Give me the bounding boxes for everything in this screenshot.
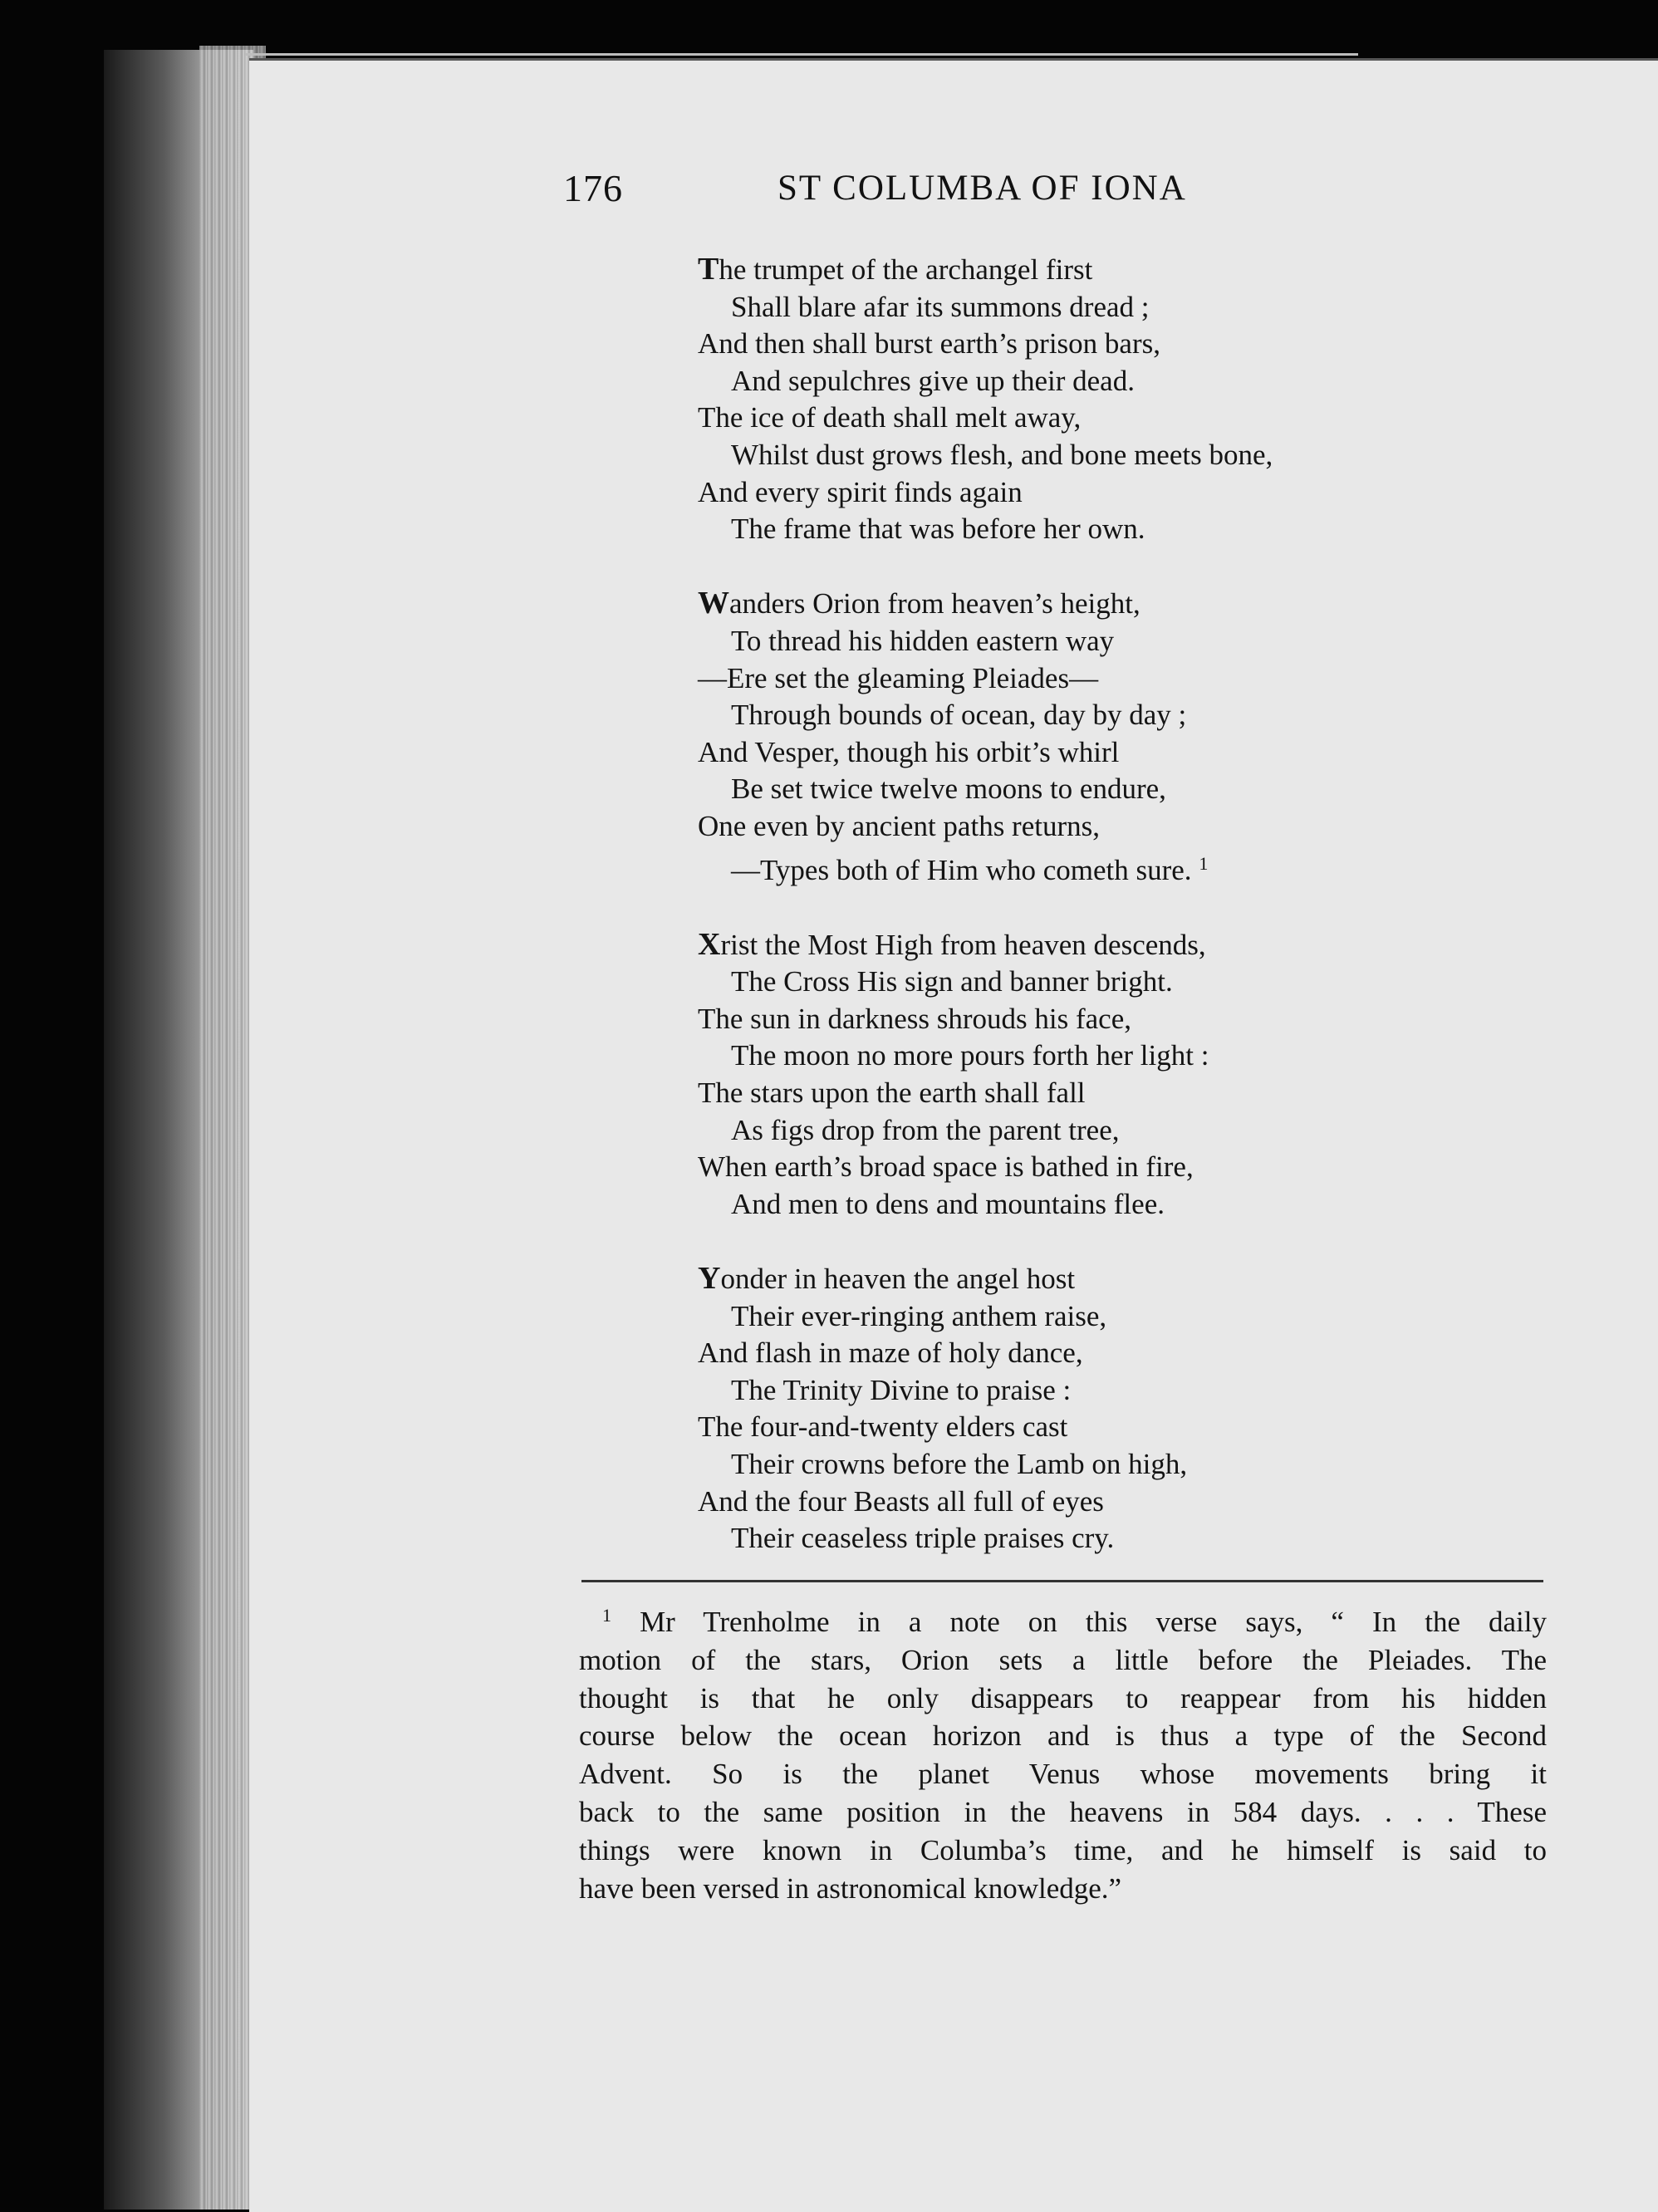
footnote-marker: 1 xyxy=(602,1605,611,1626)
footnote-line: thought is that he only disappears to reappear from his hidden xyxy=(579,1681,1547,1714)
poem-line: Their crowns before the Lamb on high, xyxy=(731,1448,1188,1480)
poem-line: Xrist the Most High from heaven descends, xyxy=(698,926,1206,962)
page-top-edge xyxy=(245,53,1358,56)
poem-line: One even by ancient paths returns, xyxy=(698,809,1101,842)
poem-line: The frame that was before her own. xyxy=(731,513,1145,546)
poem-line: Shall blare afar its summons dread ; xyxy=(731,290,1150,323)
stanza-initial: T xyxy=(698,252,719,287)
stanza-initial: Y xyxy=(698,1261,721,1297)
footnote-line: Advent. So is the planet Venus whose movements bring it xyxy=(579,1758,1547,1791)
poem-line: Yonder in heaven the angel host xyxy=(698,1261,1076,1297)
poem-line: The Trinity Divine to praise : xyxy=(731,1373,1072,1406)
footnote-line: motion of the stars, Orion sets a little before the Pleiades. The xyxy=(579,1643,1547,1676)
poem-line: And then shall burst earth’s prison bars, xyxy=(698,327,1160,360)
poem-line: Whilst dust grows flesh, and bone meets bone, xyxy=(731,438,1273,471)
poem-stanza xyxy=(698,926,1528,1224)
poem-line: The ice of death shall melt away, xyxy=(698,401,1082,434)
poem-line: And flash in maze of holy dance, xyxy=(698,1337,1083,1370)
page-number: 176 xyxy=(563,167,623,209)
poem-line: —Types both of Him who cometh sure. $^1$ xyxy=(731,852,1209,886)
book-title: ST COLUMBA OF IONA xyxy=(777,169,1187,208)
poem-line: To thread his hidden eastern way xyxy=(731,624,1115,657)
poem-stanza xyxy=(698,251,1528,548)
stanza-initial: X xyxy=(698,926,721,962)
poem-stanza xyxy=(698,1260,1528,1557)
footnote xyxy=(579,1596,1547,1907)
stanza-initial: W xyxy=(698,586,729,621)
poem-line: The moon no more pours forth her light : xyxy=(731,1039,1209,1072)
poem-line: —Ere set the gleaming Pleiades— xyxy=(698,661,1099,694)
poem-line: Be set twice twelve moons to endure, xyxy=(731,772,1166,806)
poem-line: Wanders Orion from heaven’s height, xyxy=(698,586,1140,621)
poem-line: Through bounds of ocean, day by day ; xyxy=(731,699,1187,732)
poem-line: And sepulchres give up their dead. xyxy=(731,364,1135,397)
poem-line: The sun in darkness shrouds his face, xyxy=(698,1002,1131,1035)
poem-line: As figs drop from the parent tree, xyxy=(731,1113,1120,1146)
poem xyxy=(698,251,1528,1594)
footnote-divider xyxy=(581,1580,1543,1582)
poem-stanza xyxy=(698,585,1528,889)
poem-line: Their ceaseless triple praises cry. xyxy=(731,1522,1115,1555)
footnote-line: $^1$ Mr Trenholme in a note on this verse says, “ In the daily xyxy=(602,1605,1548,1638)
poem-line: The stars upon the earth shall fall xyxy=(698,1077,1086,1110)
poem-line: The trumpet of the archangel first xyxy=(698,252,1093,287)
poem-line: The four-and-twenty elders cast xyxy=(698,1410,1068,1444)
poem-line: And Vesper, though his orbit’s whirl xyxy=(698,735,1120,768)
footnote-line: course below the ocean horizon and is thus a type of the Second xyxy=(579,1719,1547,1753)
poem-line: And every spirit finds again xyxy=(698,475,1023,508)
footnote-reference: 1 xyxy=(1199,852,1209,874)
footnote-line: back to the same position in the heavens in 584 days. . . . These xyxy=(579,1795,1547,1828)
poem-line: When earth’s broad space is bathed in fire, xyxy=(698,1150,1194,1184)
poem-line: Their ever-ringing anthem raise, xyxy=(731,1299,1107,1332)
footnote-line: have been versed in astronomical knowledge.” xyxy=(579,1871,1122,1905)
poem-line: The Cross His sign and banner bright. xyxy=(731,965,1173,998)
poem-line: And the four Beasts all full of eyes xyxy=(698,1484,1104,1518)
footnote-line: things were known in Columba’s time, and he himself is said to xyxy=(579,1833,1547,1866)
poem-line: And men to dens and mountains flee. xyxy=(731,1187,1165,1220)
running-head xyxy=(563,166,1327,233)
